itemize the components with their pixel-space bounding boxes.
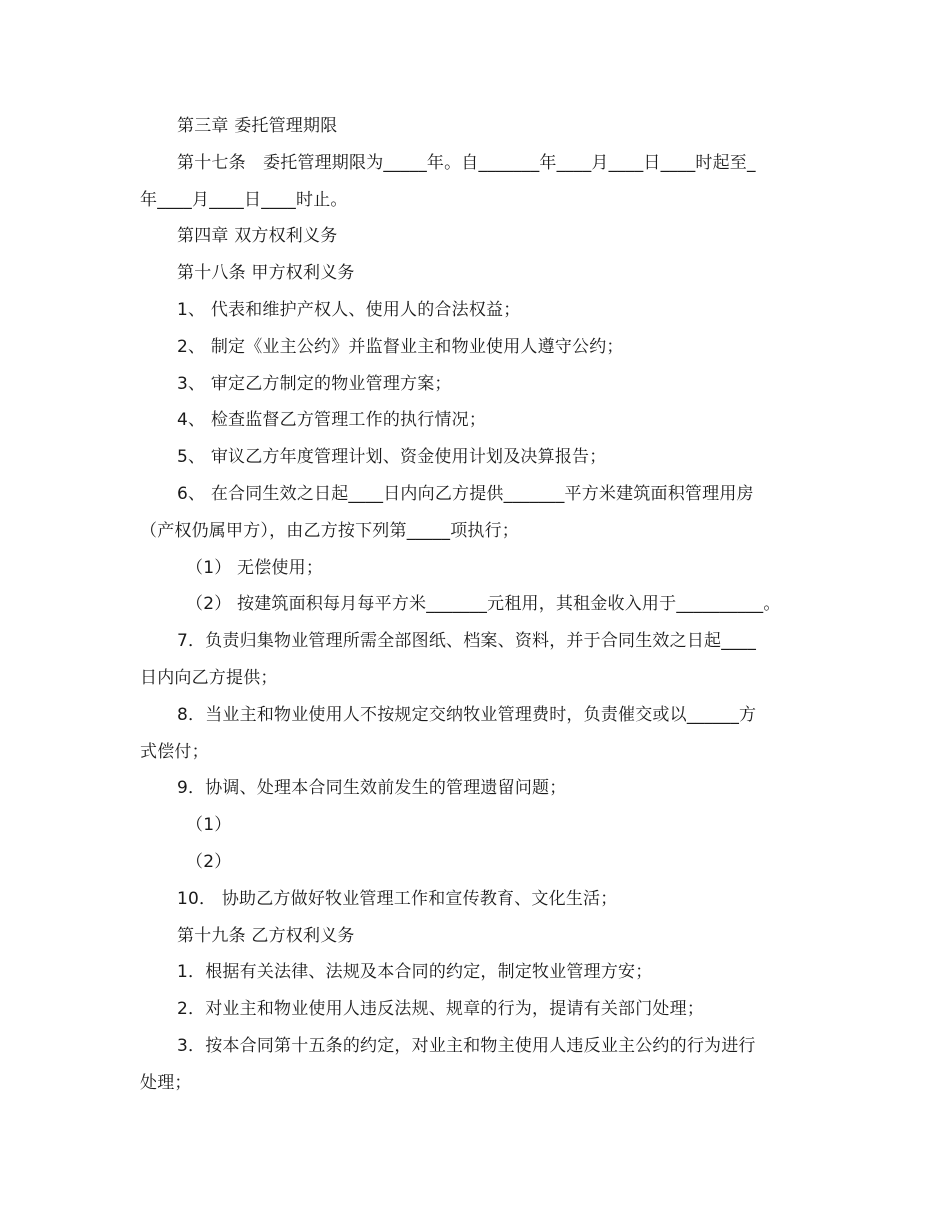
article-18-item-2: 2、 制定《业主公约》并监督业主和物业使用人遵守公约； [177, 337, 624, 357]
article-18-item-3: 3、 审定乙方制定的物业管理方案； [177, 374, 452, 394]
article-17-line-1: 第十七条 委托管理期限为_____年。自_______年____月____日____时起至_ [177, 153, 756, 173]
article-18-item-6-line-1: 6、 在合同生效之日起____日内向乙方提供_______平方米建筑面积管理用房 [177, 484, 754, 504]
article-18-item-10: 10． 协助乙方做好牧业管理工作和宣传教育、文化生活； [177, 889, 618, 909]
article-19-item-2: 2．对业主和物业使用人违反法规、规章的行为，提请有关部门处理； [177, 999, 705, 1019]
article-17-line-2: 年____月____日____时止。 [140, 190, 348, 210]
article-18-item-4: 4、 检查监督乙方管理工作的执行情况； [177, 410, 487, 430]
article-18-item-7-line-1: 7．负责归集物业管理所需全部图纸、档案、资料，并于合同生效之日起____ [177, 631, 757, 651]
article-18-item-8-line-1: 8．当业主和物业使用人不按规定交纳牧业管理费时，负责催交或以______方 [177, 705, 757, 725]
article-18-item-9: 9．协调、处理本合同生效前发生的管理遗留问题； [177, 778, 567, 798]
article-19-item-3-line-1: 3．按本合同第十五条的约定，对业主和物主使用人违反业主公约的行为进行 [177, 1036, 756, 1056]
article-18-item-6-line-2: （产权仍属甲方），由乙方按下列第_____项执行； [140, 521, 519, 541]
article-18-item-5: 5、 审议乙方年度管理计划、资金使用计划及决算报告； [177, 447, 607, 467]
article-19-item-1: 1．根据有关法律、法规及本合同的约定，制定牧业管理方安； [177, 962, 653, 982]
article-18-item-6-sub-1: （1） 无偿使用； [186, 558, 324, 578]
article-18-heading: 第十八条 甲方权利义务 [177, 263, 355, 283]
article-18-item-9-sub-1: （1） [186, 815, 232, 835]
article-18-item-1: 1、 代表和维护产权人、使用人的合法权益； [177, 300, 521, 320]
article-18-item-6-sub-2: （2） 按建筑面积每月每平方米_______元租用，其租金收入用于__________。 [186, 594, 781, 614]
article-19-item-3-line-2: 处理； [140, 1073, 192, 1093]
chapter-3-heading: 第三章 委托管理期限 [177, 116, 338, 136]
article-18-item-7-line-2: 日内向乙方提供； [140, 668, 278, 688]
article-18-item-8-line-2: 式偿付； [140, 742, 209, 762]
article-19-heading: 第十九条 乙方权利义务 [177, 926, 355, 946]
article-18-item-9-sub-2: （2） [186, 852, 232, 872]
chapter-4-heading: 第四章 双方权利义务 [177, 226, 338, 246]
